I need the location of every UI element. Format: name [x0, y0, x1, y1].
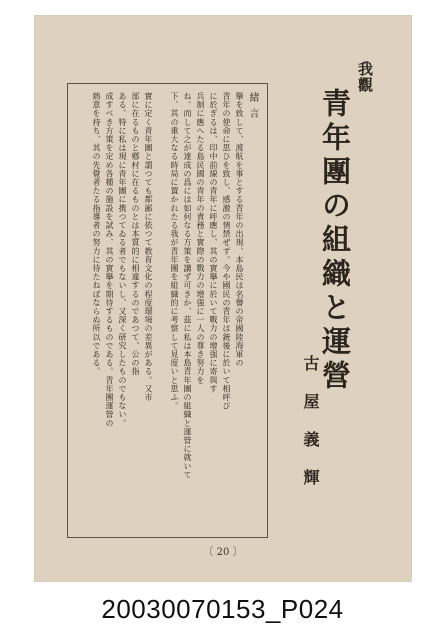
body-column: ね。而して之が達成の爲には如何なる方策を講ず可きか、茲に私は本島青年團の組織と運營に就いて	[183, 92, 192, 479]
body-column: 下、其の重大なる時局に置かれたる我が青年團を組織的に考察して見度いと思ふ。	[170, 92, 179, 411]
body-column: 擧を致して、渡航を事とする青年の出現、本島民は名譽の帝國陸海軍の	[235, 92, 244, 368]
body-column: 部に在るものと鄕村に在るものとは本質的に相違するのであつて、公の指	[131, 92, 140, 376]
body-column: に於ぎるは、印中前線の青年に呼應し、其の實擧に於いて戰力の增强に寄與す	[209, 92, 218, 393]
author-name: 古屋義輝	[301, 355, 320, 507]
body-column: 成すべき方策を定め各種の施設を試み、其の實擧を期待するものである。青年團運營の	[105, 92, 114, 428]
body-column: 青年の使命に思ひを致し、感激の情禁ぜず。今や國民の青年は銃後に於いて相呼び	[222, 92, 231, 411]
body-frame	[67, 83, 268, 538]
body-column: 兵制に應へたる島民國の青年の責務と實際の戰力の增强に一人の尊き努力を	[196, 92, 205, 385]
archive-id-caption: 20030070153_P024	[101, 594, 344, 624]
page-number: 〔 20 〕	[203, 547, 243, 558]
section-label: 緒言	[247, 92, 258, 124]
scanned-page	[34, 15, 412, 582]
body-column: ある。特に私は現に青年團に携つてゐる者でもないし、又深く研究したものでもない。	[118, 92, 127, 428]
article-title: 青年團の組織と運營	[318, 88, 352, 394]
series-label: 我觀	[356, 61, 374, 93]
body-column: 實に定く青年團と謂つても都鄙に依つて教育文化の程度環境の差異がある。又市	[144, 92, 153, 402]
body-column: 熱意を持ち、其の先覺者たる指導者の努力に待たねばならぬ所以である。	[92, 92, 101, 376]
